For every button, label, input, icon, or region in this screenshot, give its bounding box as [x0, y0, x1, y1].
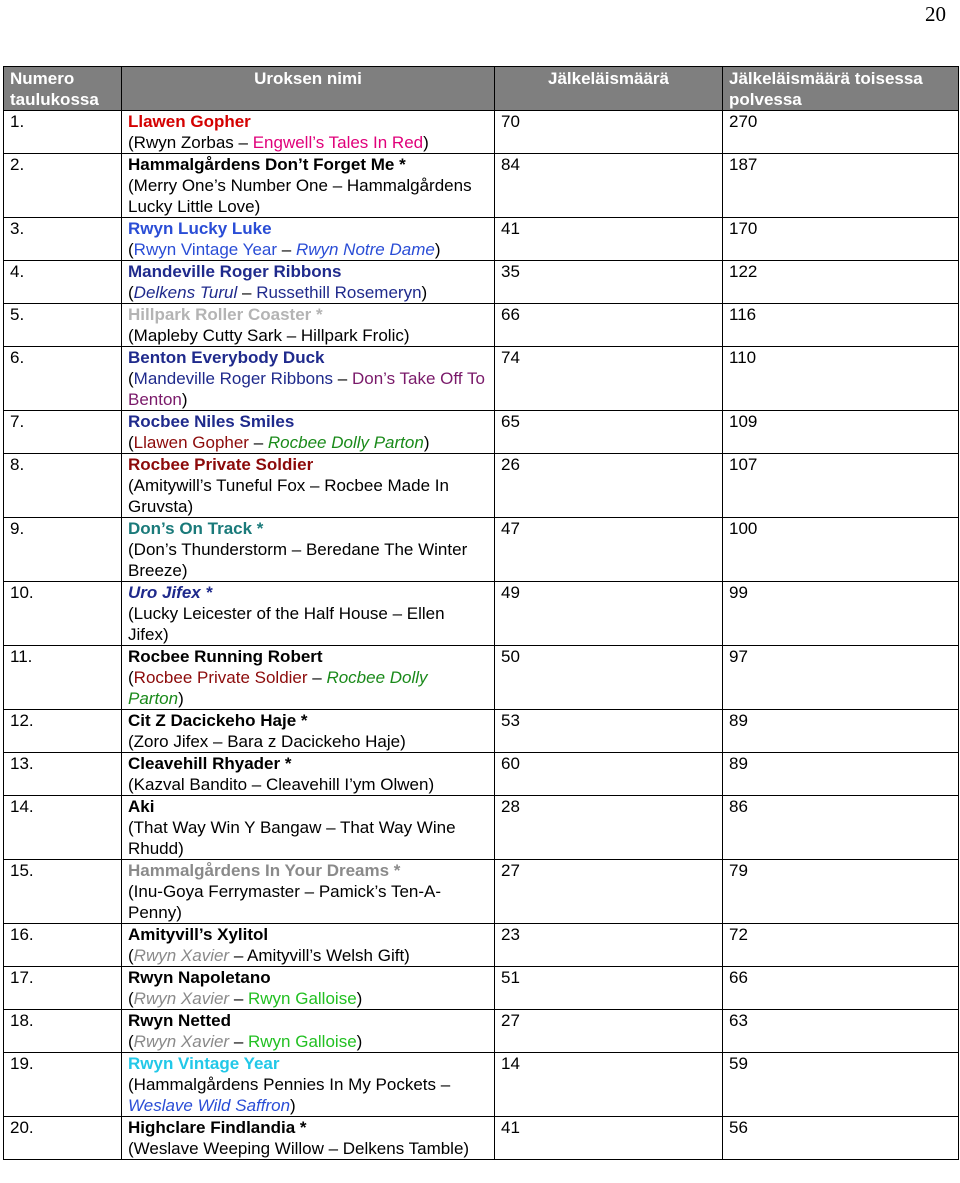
page-number: 20 — [925, 2, 946, 26]
second-gen-count: 116 — [723, 304, 959, 347]
sire-name: Rocbee Running Robert — [128, 647, 323, 666]
offspring-count: 23 — [495, 924, 723, 967]
sire-name: Mandeville Roger Ribbons — [128, 262, 342, 281]
sire-cell — [122, 518, 495, 582]
sire-parents: (Mandeville Roger Ribbons – Don’s Take Off To Benton) — [128, 369, 485, 409]
sire-name: Cleavehill Rhyader * — [128, 754, 292, 773]
row-number: 17. — [4, 967, 122, 1010]
header-toinen: Jälkeläismäärä toisessa polvessa — [723, 67, 959, 111]
sire-parents: (Llawen Gopher – Rocbee Dolly Parton) — [128, 433, 430, 452]
table-row — [4, 111, 959, 154]
sire-name: Rocbee Private Soldier — [128, 455, 314, 474]
sire-parents: (Rwyn Xavier – Rwyn Galloise) — [128, 1032, 363, 1051]
sire-parents: (Rocbee Private Soldier – Rocbee Dolly Parton) — [128, 668, 428, 708]
second-gen-count: 99 — [723, 582, 959, 646]
second-gen-count: 86 — [723, 796, 959, 860]
header-numero: Numero taulukossa — [4, 67, 122, 111]
table-row — [4, 1117, 959, 1160]
second-gen-count: 89 — [723, 753, 959, 796]
offspring-count: 70 — [495, 111, 723, 154]
table-row — [4, 796, 959, 860]
second-gen-count: 89 — [723, 710, 959, 753]
table-row — [4, 347, 959, 411]
second-gen-count: 56 — [723, 1117, 959, 1160]
row-number: 14. — [4, 796, 122, 860]
table-row — [4, 304, 959, 347]
second-gen-count: 109 — [723, 411, 959, 454]
sire-name: Rocbee Niles Smiles — [128, 412, 295, 431]
sire-name: Highclare Findlandia * — [128, 1118, 307, 1137]
table-row — [4, 518, 959, 582]
offspring-count: 27 — [495, 860, 723, 924]
table-row — [4, 218, 959, 261]
sire-parents: (Lucky Leicester of the Half House – Ellen Jifex) — [128, 604, 445, 644]
sire-parents: (Kazval Bandito – Cleavehill I’ym Olwen) — [128, 775, 435, 794]
table-row — [4, 753, 959, 796]
row-number: 2. — [4, 154, 122, 218]
second-gen-count: 187 — [723, 154, 959, 218]
sire-name: Cit Z Dacickeho Haje * — [128, 711, 308, 730]
row-number: 10. — [4, 582, 122, 646]
table-body — [4, 111, 959, 1160]
row-number: 16. — [4, 924, 122, 967]
sire-name: Hillpark Roller Coaster * — [128, 305, 323, 324]
sire-cell — [122, 411, 495, 454]
sire-name: Llawen Gopher — [128, 112, 251, 131]
table-row — [4, 967, 959, 1010]
sire-name: Benton Everybody Duck — [128, 348, 325, 367]
offspring-count: 60 — [495, 753, 723, 796]
sire-parents: (Merry One’s Number One – Hammalgårdens Lucky Little Love) — [128, 176, 472, 216]
sire-parents: (Rwyn Vintage Year – Rwyn Notre Dame) — [128, 240, 441, 259]
offspring-count: 84 — [495, 154, 723, 218]
table-row — [4, 646, 959, 710]
second-gen-count: 122 — [723, 261, 959, 304]
table-row — [4, 154, 959, 218]
offspring-count: 53 — [495, 710, 723, 753]
sire-name: Rwyn Vintage Year — [128, 1054, 280, 1073]
second-gen-count: 270 — [723, 111, 959, 154]
sire-cell — [122, 154, 495, 218]
sire-cell — [122, 753, 495, 796]
sire-name: Hammalgårdens In Your Dreams * — [128, 861, 401, 880]
sire-cell — [122, 860, 495, 924]
row-number: 13. — [4, 753, 122, 796]
header-nimi: Uroksen nimi — [122, 67, 495, 111]
offspring-count: 35 — [495, 261, 723, 304]
row-number: 1. — [4, 111, 122, 154]
sire-cell — [122, 111, 495, 154]
sire-name: Rwyn Netted — [128, 1011, 231, 1030]
offspring-count: 51 — [495, 967, 723, 1010]
sire-name: Rwyn Lucky Luke — [128, 219, 272, 238]
sire-cell — [122, 304, 495, 347]
sire-parents: (That Way Win Y Bangaw – That Way Wine Rhudd) — [128, 818, 456, 858]
sire-cell — [122, 1053, 495, 1117]
sire-name: Don’s On Track * — [128, 519, 264, 538]
sire-name: Uro Jifex * — [128, 583, 213, 602]
second-gen-count: 97 — [723, 646, 959, 710]
sire-name: Amityvill’s Xylitol — [128, 925, 269, 944]
row-number: 12. — [4, 710, 122, 753]
offspring-count: 49 — [495, 582, 723, 646]
offspring-count: 27 — [495, 1010, 723, 1053]
sire-cell — [122, 347, 495, 411]
offspring-count: 41 — [495, 1117, 723, 1160]
offspring-count: 66 — [495, 304, 723, 347]
sire-cell — [122, 261, 495, 304]
header-jalkelaiset: Jälkeläismäärä — [495, 67, 723, 111]
sire-cell — [122, 454, 495, 518]
sire-parents: (Weslave Weeping Willow – Delkens Tamble) — [128, 1139, 470, 1158]
sire-parents: (Zoro Jifex – Bara z Dacickeho Haje) — [128, 732, 406, 751]
row-number: 6. — [4, 347, 122, 411]
sire-parents: (Rwyn Zorbas – Engwell’s Tales In Red) — [128, 133, 429, 152]
sire-cell — [122, 924, 495, 967]
sire-cell — [122, 646, 495, 710]
offspring-count: 50 — [495, 646, 723, 710]
sire-cell — [122, 967, 495, 1010]
table-row — [4, 582, 959, 646]
sire-cell — [122, 1010, 495, 1053]
sire-parents: (Inu-Goya Ferrymaster – Pamick’s Ten-A-Penny) — [128, 882, 442, 922]
table-row — [4, 261, 959, 304]
table-row — [4, 1053, 959, 1117]
table-row — [4, 710, 959, 753]
sire-cell — [122, 582, 495, 646]
second-gen-count: 100 — [723, 518, 959, 582]
row-number: 20. — [4, 1117, 122, 1160]
second-gen-count: 110 — [723, 347, 959, 411]
row-number: 7. — [4, 411, 122, 454]
sire-cell — [122, 710, 495, 753]
second-gen-count: 66 — [723, 967, 959, 1010]
sire-table — [3, 66, 959, 1160]
offspring-count: 74 — [495, 347, 723, 411]
sire-parents: (Don’s Thunderstorm – Beredane The Winter Breeze) — [128, 540, 468, 580]
second-gen-count: 59 — [723, 1053, 959, 1117]
sire-cell — [122, 218, 495, 261]
sire-name: Hammalgårdens Don’t Forget Me * — [128, 155, 406, 174]
offspring-count: 47 — [495, 518, 723, 582]
sire-parents: (Rwyn Xavier – Rwyn Galloise) — [128, 989, 363, 1008]
row-number: 8. — [4, 454, 122, 518]
offspring-count: 65 — [495, 411, 723, 454]
second-gen-count: 79 — [723, 860, 959, 924]
row-number: 3. — [4, 218, 122, 261]
table-header-row — [4, 67, 959, 111]
row-number: 11. — [4, 646, 122, 710]
row-number: 18. — [4, 1010, 122, 1053]
offspring-count: 28 — [495, 796, 723, 860]
second-gen-count: 72 — [723, 924, 959, 967]
second-gen-count: 63 — [723, 1010, 959, 1053]
sire-cell — [122, 1117, 495, 1160]
row-number: 19. — [4, 1053, 122, 1117]
row-number: 9. — [4, 518, 122, 582]
sire-parents: (Mapleby Cutty Sark – Hillpark Frolic) — [128, 326, 410, 345]
sire-name: Rwyn Napoletano — [128, 968, 271, 987]
table-row — [4, 860, 959, 924]
offspring-count: 14 — [495, 1053, 723, 1117]
second-gen-count: 170 — [723, 218, 959, 261]
row-number: 15. — [4, 860, 122, 924]
table-row — [4, 1010, 959, 1053]
sire-parents: (Delkens Turul – Russethill Rosemeryn) — [128, 283, 428, 302]
offspring-count: 26 — [495, 454, 723, 518]
sire-parents: (Hammalgårdens Pennies In My Pockets – Weslave Wild Saffron) — [128, 1075, 451, 1115]
second-gen-count: 107 — [723, 454, 959, 518]
sire-name: Aki — [128, 797, 155, 816]
sire-parents: (Rwyn Xavier – Amityvill’s Welsh Gift) — [128, 946, 410, 965]
row-number: 4. — [4, 261, 122, 304]
offspring-count: 41 — [495, 218, 723, 261]
sire-parents: (Amitywill’s Tuneful Fox – Rocbee Made In Gruvsta) — [128, 476, 449, 516]
table-row — [4, 454, 959, 518]
table-row — [4, 924, 959, 967]
sire-cell — [122, 796, 495, 860]
table-row — [4, 411, 959, 454]
row-number: 5. — [4, 304, 122, 347]
